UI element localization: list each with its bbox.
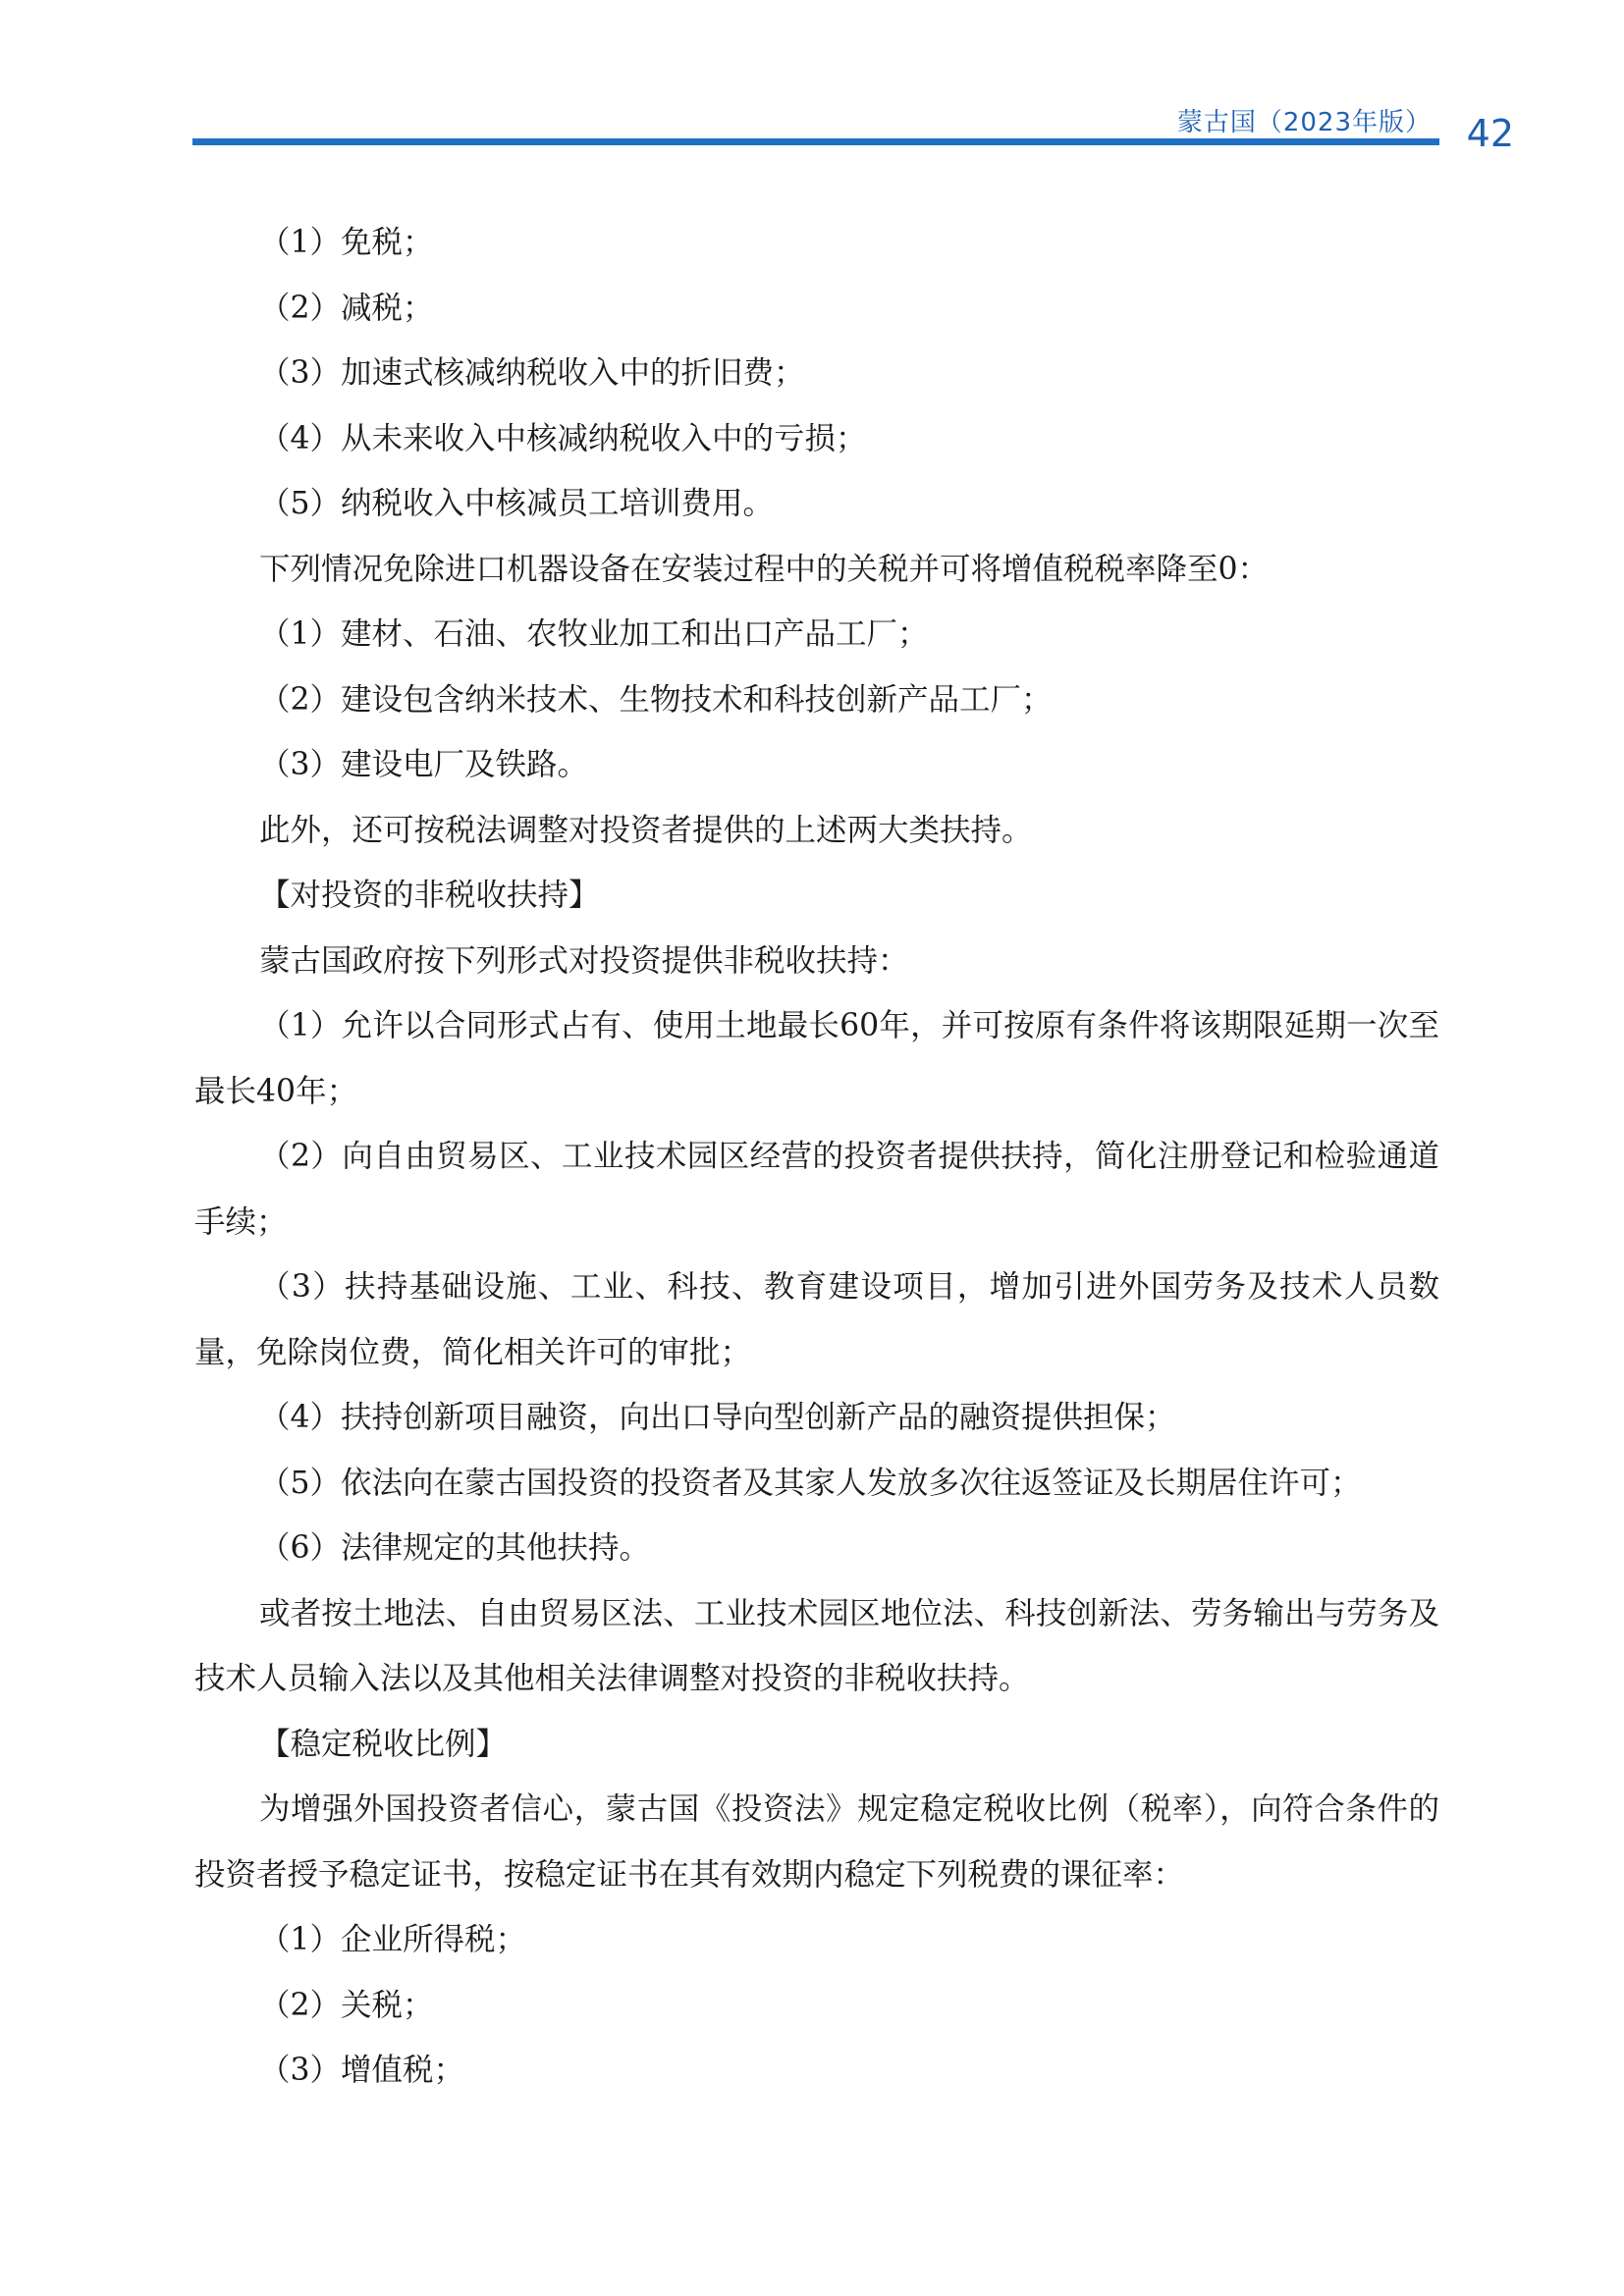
list-item-corporate-income-tax: （1）企业所得税； <box>259 1922 527 1957</box>
list-item-infrastructure: （3）扶持基础设施、工业、科技、教育建设项目，增加引进外国劳务及技术人员数量，免除岗位费，简化相关许可的审批； <box>194 1269 1439 1370</box>
list-item-power-railway: （3）建设电厂及铁路。 <box>259 747 589 782</box>
list-item-nanotech: （2）建设包含纳米技术、生物技术和科技创新产品工厂； <box>259 681 1053 718</box>
header-rule <box>192 138 1439 145</box>
list-item-visas: （5）依法向在蒙古国投资的投资者及其家人发放多次往返签证及长期居住许可； <box>259 1465 1362 1501</box>
paragraph-stability-certificate: 为增强外国投资者信心，蒙古国《投资法》规定稳定税收比例（税率），向符合条件的投资者授予稳定证书，按稳定证书在其有效期内稳定下列税费的课征率： <box>194 1791 1439 1893</box>
list-item-land-use: （1）允许以合同形式占有、使用土地最长60年，并可按原有条件将该期限延期一次至最长40年； <box>194 1008 1439 1109</box>
document-body <box>194 210 1439 2104</box>
list-item-free-trade-zone: （2）向自由贸易区、工业技术园区经营的投资者提供扶持，简化注册登记和检验通道手续； <box>194 1139 1439 1240</box>
paragraph-tax-law-adjustment: 此外，还可按税法调整对投资者提供的上述两大类扶持。 <box>259 812 1033 848</box>
list-item-accelerated-depreciation: （3）加速式核减纳税收入中的折旧费； <box>259 355 805 391</box>
list-item-loss-carryforward: （4）从未来收入中核减纳税收入中的亏损； <box>259 420 867 456</box>
list-item-vat: （3）增值税； <box>259 2053 465 2088</box>
list-item-other-support: （6）法律规定的其他扶持。 <box>259 1530 651 1566</box>
paragraph-non-tax-intro: 蒙古国政府按下列形式对投资提供非税收扶持： <box>259 942 909 979</box>
page-number: 42 <box>1466 112 1514 155</box>
list-item-tax-reduction: （2）减税； <box>259 290 434 326</box>
section-heading-stable-tax: 【稳定税收比例】 <box>259 1726 508 1762</box>
list-item-training-costs: （5）纳税收入中核减员工培训费用。 <box>259 486 775 521</box>
paragraph-other-laws: 或者按土地法、自由贸易区法、工业技术园区地位法、科技创新法、劳务输出与劳务及技术人员输入法以及其他相关法律调整对投资的非税收扶持。 <box>194 1595 1439 1696</box>
list-item-innovation-financing: （4）扶持创新项目融资，向出口导向型创新产品的融资提供担保； <box>259 1400 1176 1435</box>
paragraph-import-exemption: 下列情况免除进口机器设备在安装过程中的关税并可将增值税税率降至0： <box>259 551 1270 587</box>
list-item-building-materials: （1）建材、石油、农牧业加工和出口产品工厂； <box>259 616 929 652</box>
running-header-title: 蒙古国（2023年版） <box>1176 108 1432 137</box>
list-item-tax-exemption: （1）免税； <box>259 225 434 260</box>
section-heading-non-tax-support: 【对投资的非税收扶持】 <box>259 878 600 913</box>
list-item-customs-duty: （2）关税； <box>259 1987 434 2023</box>
